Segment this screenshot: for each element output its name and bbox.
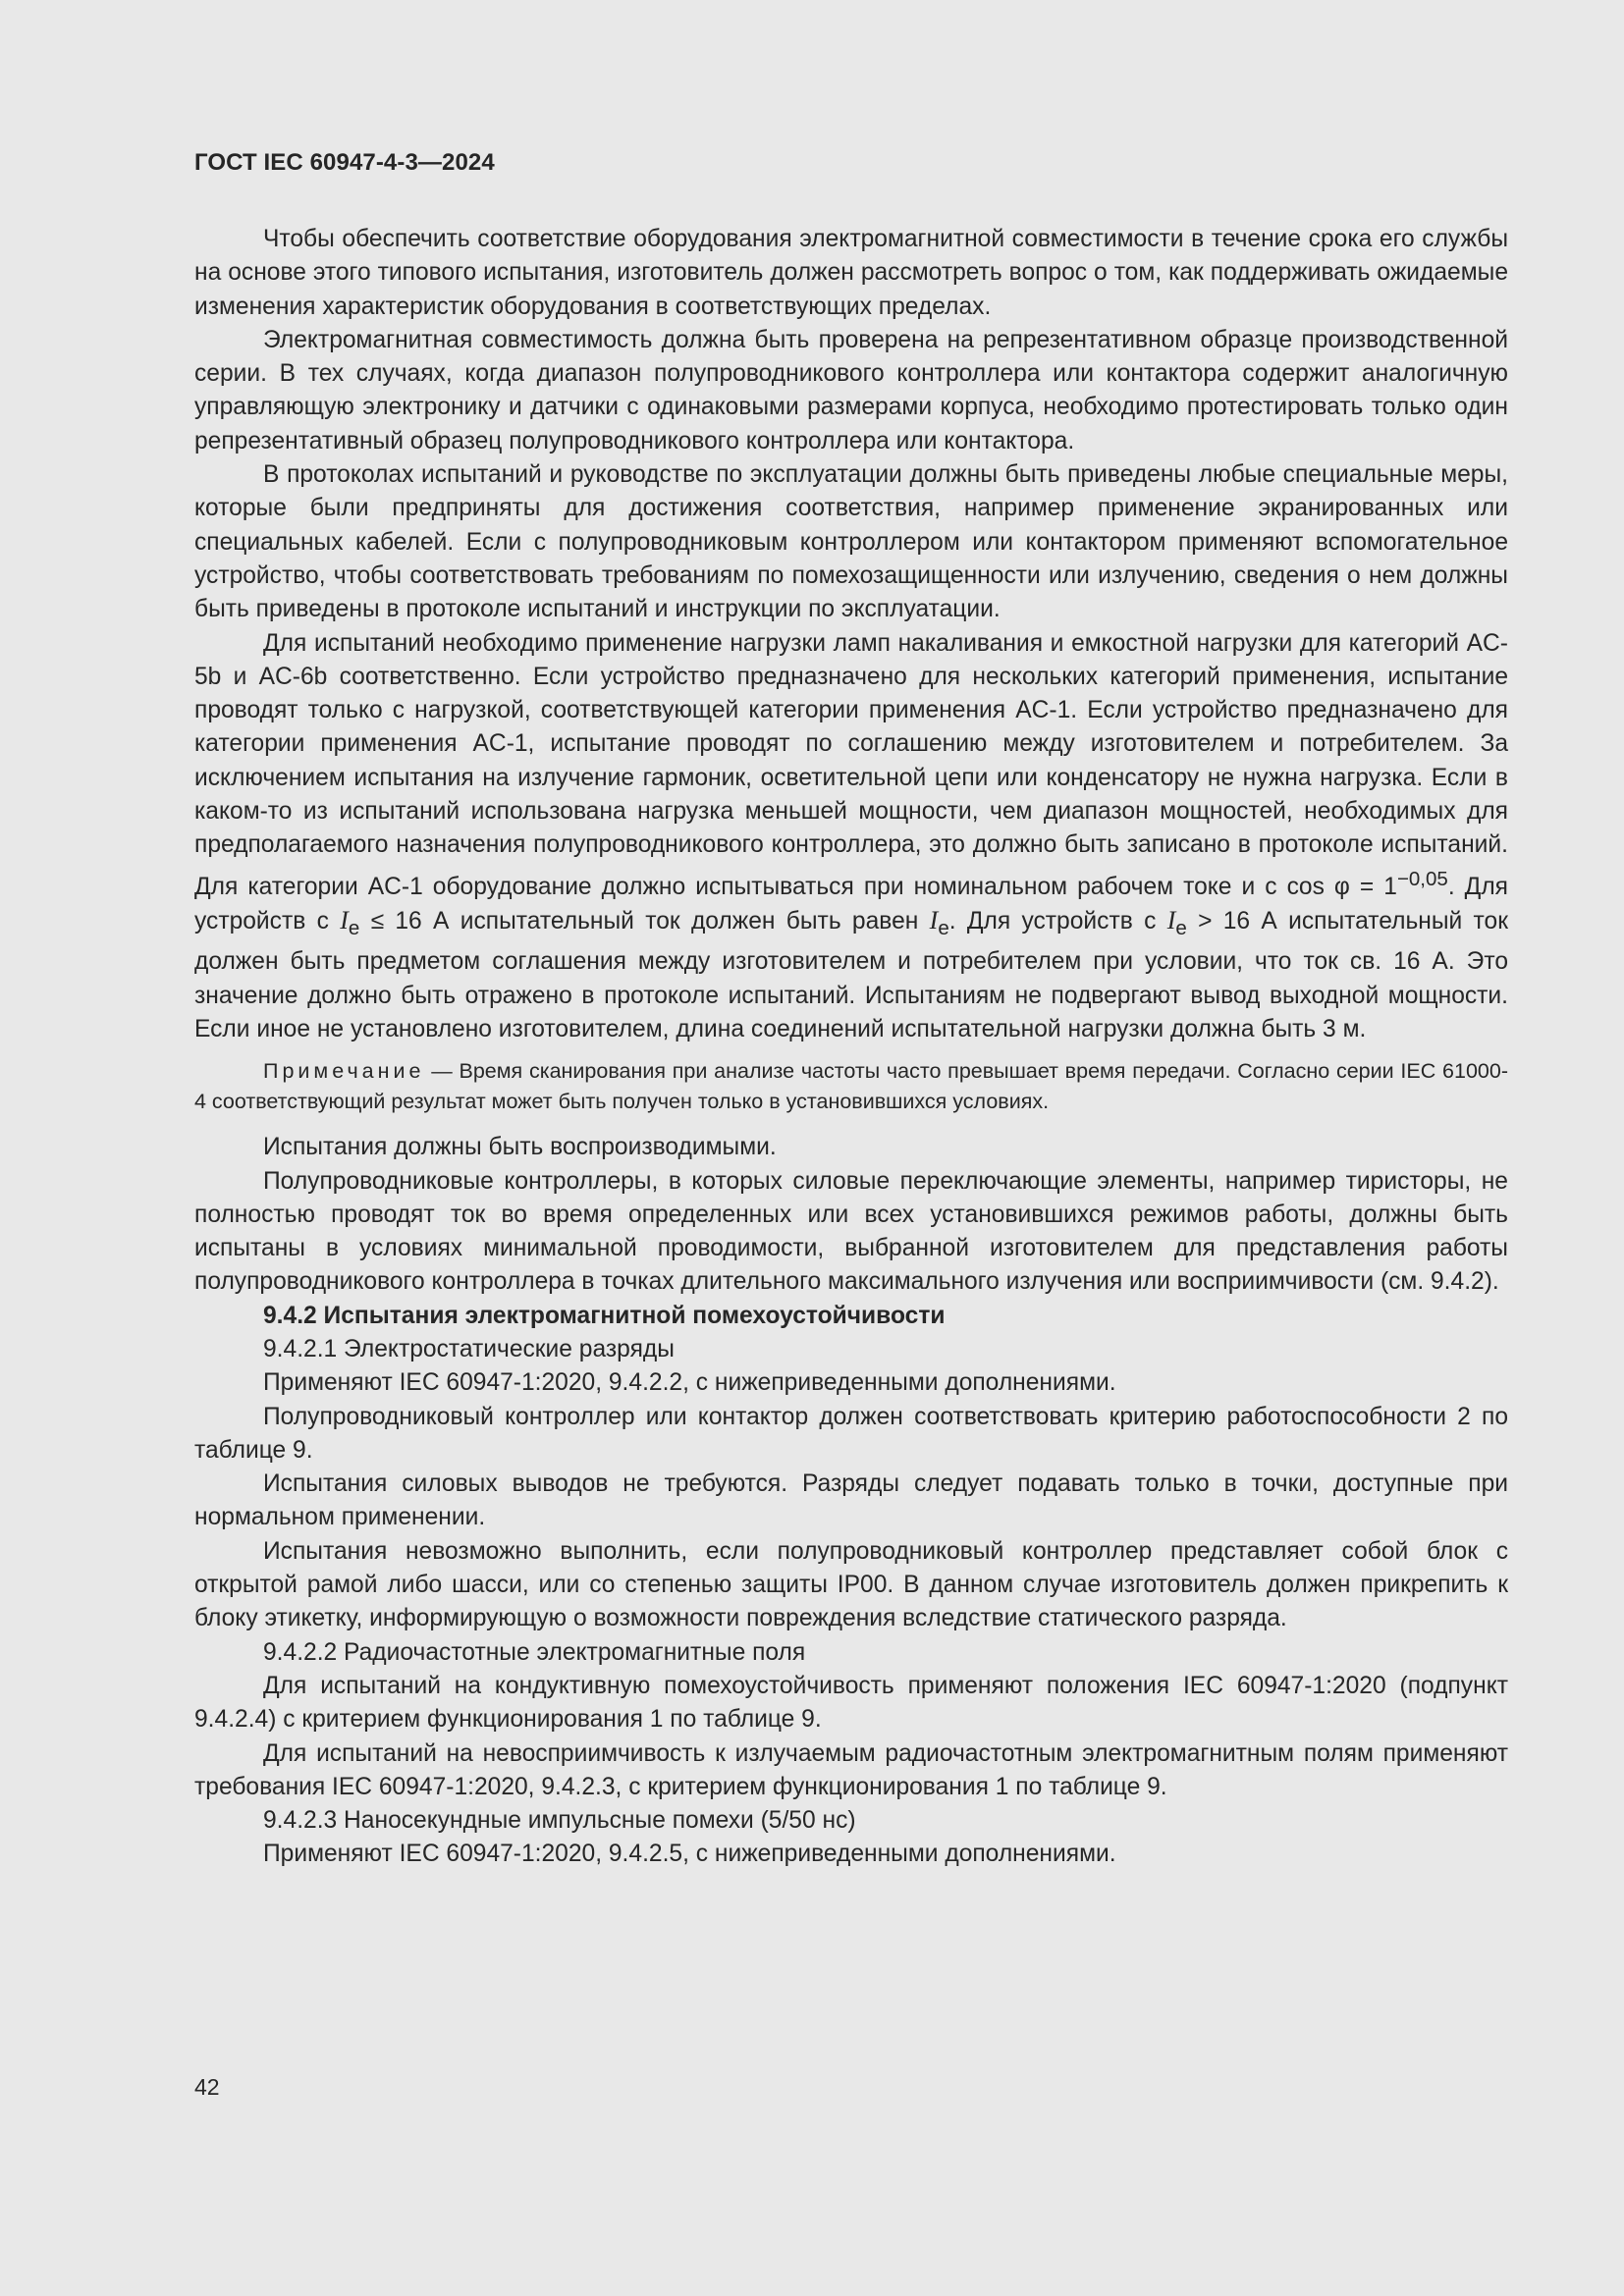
math-symbol: I: [929, 906, 939, 935]
paragraph: В протоколах испытаний и руководстве по эксплуатации должны быть приведены любые специальные меры, которые были предприняты для достижения соответствия, например применение экранированных или специальных кабелей. Если с полупроводниковым контроллером или контактором применяют вспомогательное устройство, чтобы соответствовать требованиям по помехозащищенности или излучению, сведения о нем должны быть приведены в протоколе испытаний и инструкции по эксплуатации.: [194, 461, 1508, 623]
math-symbol: I: [1166, 906, 1176, 935]
page-number: 42: [194, 2074, 220, 2100]
paragraph: Испытания силовых выводов не требуются. Разряды следует подавать только в точки, доступные при нормальном применении.: [194, 1470, 1508, 1531]
note: [194, 1056, 1508, 1117]
math-symbol: I: [340, 906, 349, 935]
paragraph: Полупроводниковый контроллер или контактор должен соответствовать критерию работоспособности 2 по таблице 9.: [194, 1403, 1508, 1464]
subsection-heading: 9.4.2.2 Радиочастотные электромагнитные поля: [263, 1638, 806, 1666]
text-segment: Для испытаний необходимо применение нагрузки ламп накаливания и емкостной нагрузки для категорий AC-5b и AC-6b соответственно. Если устройство предназначено для нескольких категорий применения, испытание проводят только с нагрузкой, соответствующей категории применения AC-1. Если устройство предназначено для категории применения AC-1, испытание проводят по соглашению между изготовителем и потребителем. За исключением испытания на излучение гармоник, осветительной цепи или конденсатору не нужна нагрузка. Если в каком-то из испытаний использована нагрузка меньшей мощности, чем диапазон мощностей, необходимых для предполагаемого назначения полупроводникового контроллера, это должно быть записано в протоколе испытаний. Для категории AC-1 оборудование должно испытываться при номинальном рабочем токе и с cos φ = 1: [194, 629, 1508, 900]
text-segment: . Для устройств с: [194, 873, 1508, 935]
text-segment: e: [1175, 917, 1187, 940]
text-segment: e: [938, 917, 949, 940]
text-segment: > 16 А испытательный ток должен быть предметом соглашения между изготовителем и потребителем при условии, что ток св. 16 А. Это значение должно быть отражено в протоколе испытаний. Испытаниям не подвергают вывод выходной мощности. Если иное не установлено изготовителем, длина соединений испытательной нагрузки должна быть 3 м.: [194, 908, 1508, 1042]
paragraph: Применяют IEC 60947-1:2020, 9.4.2.5, с нижеприведенными дополнениями.: [263, 1841, 1116, 1868]
document-header: ГОСТ IEC 60947-4-3—2024: [194, 149, 495, 176]
paragraph: Для испытаний на невосприимчивость к излучаемым радиочастотным электромагнитным полям применяют требования IEC 60947-1:2020, 9.4.2.3, с критерием функционирования 1 по таблице 9.: [194, 1739, 1508, 1800]
paragraph: Электромагнитная совместимость должна быть проверена на репрезентативном образце производственной серии. В тех случаях, когда диапазон полупроводникового контроллера или контактора содержит аналогичную управляющую электронику и датчики с одинаковыми размерами корпуса, необходимо протестировать только один репрезентативный образец полупроводникового контроллера или контактора.: [194, 326, 1508, 454]
text-segment: ≤ 16 А испытательный ток должен быть равен: [359, 908, 930, 935]
note-text: — Время сканирования при анализе частоты часто превышает время передачи. Согласно серии IEC 61000-4 соответствующий результат может быть получен только в установившихся условиях.: [194, 1059, 1508, 1114]
section-heading: 9.4.2 Испытания электромагнитной помехоустойчивости: [263, 1302, 946, 1329]
note-label: Примечание: [263, 1059, 425, 1084]
paragraph: Полупроводниковые контроллеры, в которых силовые переключающие элементы, например тиристоры, не полностью проводят ток во время определенных или всех установившихся режимов работы, должны быть испытаны в условиях минимальной проводимости, выбранной изготовителем для представления работы полупроводникового контроллера в точках длительного максимального излучения или восприимчивости (см. 9.4.2).: [194, 1167, 1508, 1296]
subsection-heading: 9.4.2.3 Наносекундные импульсные помехи (5/50 нс): [263, 1807, 856, 1835]
subsection-heading: 9.4.2.1 Электростатические разряды: [263, 1336, 675, 1362]
text-segment: e: [348, 917, 360, 940]
paragraph: Испытания должны быть воспроизводимыми.: [263, 1134, 777, 1161]
paragraph: Испытания невозможно выполнить, если полупроводниковый контроллер представляет собой блок с открытой рамой либо шасси, или со степенью защиты IP00. В данном случае изготовитель должен прикрепить к блоку этикетку, информирующую о возможности повреждения вследствие статического разряда.: [194, 1537, 1508, 1632]
paragraph: Применяют IEC 60947-1:2020, 9.4.2.2, с нижеприведенными дополнениями.: [263, 1369, 1116, 1397]
text-segment: . Для устройств с: [948, 908, 1167, 935]
paragraph: Чтобы обеспечить соответствие оборудования электромагнитной совместимости в течение срока его службы на основе этого типового испытания, изготовитель должен рассмотреть вопрос о том, как поддерживать ожидаемые изменения характеристик оборудования в соответствующих пределах.: [194, 226, 1508, 320]
paragraph: [194, 627, 1508, 1047]
text-segment: −0,05: [1396, 867, 1448, 890]
paragraph: Для испытаний на кондуктивную помехоустойчивость применяют положения IEC 60947-1:2020 (подпункт 9.4.2.4) с критерием функционирования 1 по таблице 9.: [194, 1672, 1508, 1734]
document-body: [194, 223, 1508, 1872]
